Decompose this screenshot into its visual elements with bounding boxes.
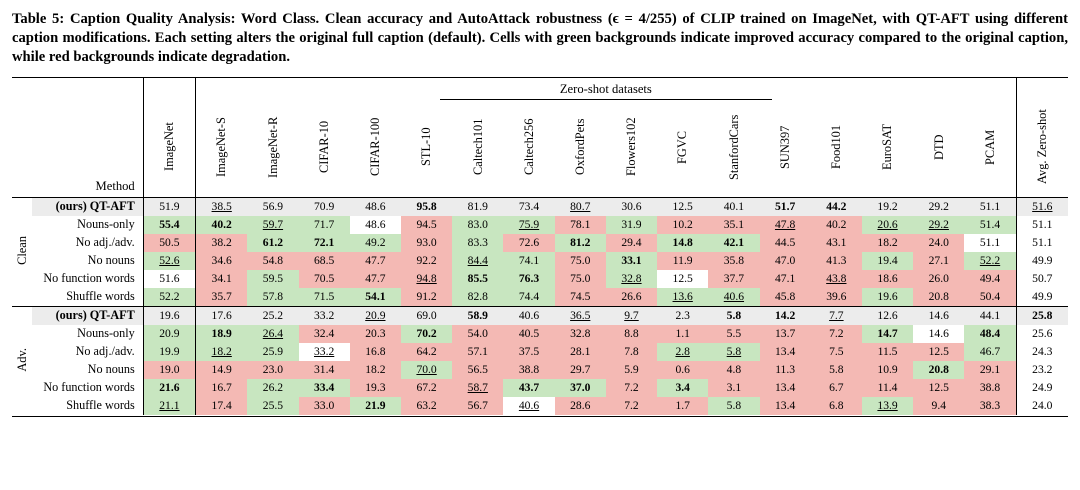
data-cell: 33.2 xyxy=(299,306,350,325)
data-cell: 68.5 xyxy=(299,252,350,270)
col-header-imagenet-s: ImageNet-S xyxy=(196,103,248,198)
data-cell: 49.4 xyxy=(964,270,1016,288)
data-cell: 14.7 xyxy=(862,325,913,343)
data-cell: 40.6 xyxy=(708,288,759,307)
data-cell: 37.5 xyxy=(503,343,554,361)
table-header-row-columns xyxy=(12,103,1068,198)
data-cell: 13.9 xyxy=(862,397,913,415)
data-cell: 7.2 xyxy=(811,325,862,343)
data-cell: 28.6 xyxy=(555,397,606,415)
data-cell: 50.5 xyxy=(143,234,195,252)
group-label-adv-: Adv. xyxy=(12,306,32,415)
data-cell: 49.9 xyxy=(1016,288,1068,307)
data-cell: 6.7 xyxy=(811,379,862,397)
data-cell: 12.5 xyxy=(672,272,693,286)
data-cell: 61.2 xyxy=(247,234,298,252)
data-cell: 11.5 xyxy=(862,343,913,361)
data-cell: 54.0 xyxy=(452,325,503,343)
data-cell: 72.6 xyxy=(503,234,554,252)
data-cell: 76.3 xyxy=(503,270,554,288)
data-cell: 58.7 xyxy=(452,379,503,397)
data-cell: 7.2 xyxy=(606,379,657,397)
table-row xyxy=(12,216,1068,234)
data-cell: 51.1 xyxy=(964,197,1016,216)
data-cell: 23.0 xyxy=(247,361,298,379)
data-cell: 75.0 xyxy=(555,270,606,288)
results-table xyxy=(12,77,1068,417)
data-cell: 32.8 xyxy=(555,325,606,343)
data-cell: 14.6 xyxy=(913,306,964,325)
data-cell: 51.1 xyxy=(979,236,1001,250)
data-cell: 16.8 xyxy=(350,343,401,361)
data-cell: 48.6 xyxy=(350,197,401,216)
data-cell: 52.2 xyxy=(964,252,1016,270)
data-cell: 57.8 xyxy=(247,288,298,307)
data-cell: 7.8 xyxy=(606,343,657,361)
data-cell: 70.9 xyxy=(299,197,350,216)
data-cell: 14.8 xyxy=(657,234,708,252)
data-cell: 48.4 xyxy=(964,325,1016,343)
row-label: No adj./adv. xyxy=(75,344,135,359)
data-cell: 7.2 xyxy=(606,397,657,415)
data-cell: 69.0 xyxy=(401,306,452,325)
data-cell: 44.1 xyxy=(964,306,1016,325)
data-cell: 35.7 xyxy=(196,288,248,307)
data-cell: 20.8 xyxy=(913,361,964,379)
data-cell: 14.9 xyxy=(196,361,248,379)
data-cell: 11.3 xyxy=(760,361,811,379)
data-cell: 51.7 xyxy=(760,197,811,216)
data-cell: 19.4 xyxy=(862,252,913,270)
data-cell: 26.2 xyxy=(247,379,298,397)
col-header-eurosat: EuroSAT xyxy=(880,123,895,170)
data-cell: 72.1 xyxy=(299,234,350,252)
row-label: Nouns-only xyxy=(77,326,135,341)
data-cell: 28.1 xyxy=(555,343,606,361)
col-header-imagenet: ImageNet xyxy=(143,103,195,198)
data-cell: 13.4 xyxy=(760,343,811,361)
data-cell: 40.2 xyxy=(811,216,862,234)
data-cell: 51.4 xyxy=(964,216,1016,234)
method-column-header: Method xyxy=(95,178,135,193)
data-cell: 12.5 xyxy=(913,343,964,361)
data-cell: 5.8 xyxy=(708,397,759,415)
data-cell: 9.4 xyxy=(913,397,964,415)
data-cell: 52.2 xyxy=(143,288,195,307)
table-row xyxy=(12,288,1068,307)
data-cell: 17.4 xyxy=(196,397,248,415)
col-header-pcam: PCAM xyxy=(982,129,997,165)
data-cell: 11.9 xyxy=(657,252,708,270)
row-label: No adj./adv. xyxy=(75,235,135,250)
data-cell: 54.8 xyxy=(247,252,298,270)
data-cell: 29.2 xyxy=(913,216,964,234)
data-cell: 35.8 xyxy=(708,252,759,270)
data-cell: 31.9 xyxy=(606,216,657,234)
data-cell: 33.4 xyxy=(299,379,350,397)
data-cell: 46.7 xyxy=(964,343,1016,361)
data-cell: 74.5 xyxy=(555,288,606,307)
col-header-oxfordpets: OxfordPets xyxy=(573,118,588,176)
data-cell: 2.8 xyxy=(657,343,708,361)
data-cell: 49.9 xyxy=(1016,252,1068,270)
table-row xyxy=(12,234,1068,252)
data-cell: 93.0 xyxy=(401,234,452,252)
data-cell: 14.2 xyxy=(760,306,811,325)
data-cell: 19.3 xyxy=(350,379,401,397)
data-cell: 33.2 xyxy=(314,345,335,359)
data-cell: 75.0 xyxy=(555,252,606,270)
table-caption xyxy=(12,10,1068,67)
data-cell: 35.1 xyxy=(708,216,759,234)
group-label-clean: Clean xyxy=(12,197,32,306)
group-col-header xyxy=(12,103,32,198)
data-cell: 43.7 xyxy=(503,379,554,397)
data-cell: 18.2 xyxy=(350,361,401,379)
data-cell: 51.6 xyxy=(143,270,195,288)
data-cell: 8.8 xyxy=(606,325,657,343)
data-cell: 13.4 xyxy=(760,379,811,397)
data-cell: 40.5 xyxy=(503,325,554,343)
data-cell: 38.3 xyxy=(964,397,1016,415)
data-cell: 25.2 xyxy=(247,306,298,325)
data-cell: 2.3 xyxy=(657,306,708,325)
data-cell: 56.5 xyxy=(452,361,503,379)
caption-body: Clean accuracy and AutoAttack robustness (ϵ = 4/255) of CLIP trained on ImageNet, with QT-AFT using different caption modifications. Each setting alters the original full caption (default). Cells with green backgrounds indicate improved accuracy compared to the original caption, while red backgrounds indicate degradation. xyxy=(12,11,1068,65)
data-cell: 26.4 xyxy=(247,325,298,343)
data-cell: 29.2 xyxy=(913,197,964,216)
data-cell: 18.9 xyxy=(196,325,248,343)
data-cell: 25.9 xyxy=(247,343,298,361)
data-cell: 6.8 xyxy=(811,397,862,415)
data-cell: 59.7 xyxy=(247,216,298,234)
data-cell: 14.6 xyxy=(928,327,949,341)
data-cell: 70.5 xyxy=(299,270,350,288)
data-cell: 70.0 xyxy=(401,361,452,379)
data-cell: 37.0 xyxy=(555,379,606,397)
row-label: (ours) QT-AFT xyxy=(32,197,143,216)
data-cell: 67.2 xyxy=(401,379,452,397)
data-cell: 82.8 xyxy=(452,288,503,307)
data-cell: 83.3 xyxy=(452,234,503,252)
col-header-fgvc: FGVC xyxy=(675,130,690,164)
data-cell: 1.1 xyxy=(657,325,708,343)
data-cell: 29.4 xyxy=(606,234,657,252)
data-cell: 55.4 xyxy=(143,216,195,234)
data-cell: 47.8 xyxy=(760,216,811,234)
data-cell: 5.9 xyxy=(606,361,657,379)
row-label: Shuffle words xyxy=(66,398,135,413)
data-cell: 20.9 xyxy=(143,325,195,343)
col-header-dtd: DTD xyxy=(931,134,946,160)
col-header-stl-10: STL-10 xyxy=(419,127,434,167)
data-cell: 70.2 xyxy=(401,325,452,343)
data-cell: 40.1 xyxy=(708,197,759,216)
data-cell: 43.8 xyxy=(811,270,862,288)
data-cell: 40.6 xyxy=(503,306,554,325)
row-label: No function words xyxy=(43,271,135,286)
row-label: Shuffle words xyxy=(66,289,135,304)
data-cell: 43.1 xyxy=(811,234,862,252)
data-cell: 25.8 xyxy=(1016,306,1068,325)
data-cell: 47.7 xyxy=(350,252,401,270)
data-cell: 19.2 xyxy=(862,197,913,216)
col-header-sun397: SUN397 xyxy=(777,125,792,169)
data-cell: 24.9 xyxy=(1016,379,1068,397)
data-cell: 25.6 xyxy=(1016,325,1068,343)
data-cell: 12.6 xyxy=(862,306,913,325)
data-cell: 26.6 xyxy=(606,288,657,307)
data-cell: 3.4 xyxy=(657,379,708,397)
data-cell: 49.2 xyxy=(350,234,401,252)
data-cell: 38.8 xyxy=(503,361,554,379)
col-header-cifar-10: CIFAR-10 xyxy=(316,120,331,173)
data-cell: 18.2 xyxy=(862,234,913,252)
data-cell: 11.4 xyxy=(862,379,913,397)
data-cell: 71.7 xyxy=(299,216,350,234)
data-cell: 34.6 xyxy=(196,252,248,270)
data-cell: 51.9 xyxy=(143,197,195,216)
data-cell: 17.6 xyxy=(196,306,248,325)
data-cell: 50.7 xyxy=(1016,270,1068,288)
data-cell: 26.0 xyxy=(913,270,964,288)
data-cell: 94.8 xyxy=(401,270,452,288)
data-cell: 24.0 xyxy=(913,234,964,252)
data-cell: 51.6 xyxy=(1016,197,1068,216)
data-cell: 81.2 xyxy=(555,234,606,252)
data-cell: 12.5 xyxy=(657,197,708,216)
data-cell: 27.1 xyxy=(913,252,964,270)
table-header-row-group xyxy=(12,77,1068,103)
data-cell: 20.9 xyxy=(350,306,401,325)
table-row xyxy=(12,270,1068,288)
data-cell: 32.4 xyxy=(299,325,350,343)
data-cell: 7.5 xyxy=(811,343,862,361)
data-cell: 4.8 xyxy=(708,361,759,379)
data-cell: 95.8 xyxy=(401,197,452,216)
data-cell: 13.7 xyxy=(760,325,811,343)
data-cell: 10.9 xyxy=(862,361,913,379)
spacer-avg xyxy=(1016,77,1068,103)
data-cell: 42.1 xyxy=(708,234,759,252)
data-cell: 21.1 xyxy=(143,397,195,415)
data-cell: 19.0 xyxy=(143,361,195,379)
data-cell: 63.2 xyxy=(401,397,452,415)
spacer-imagenet xyxy=(143,77,195,103)
table-row xyxy=(12,252,1068,270)
data-cell: 1.7 xyxy=(657,397,708,415)
table-bottom-rule xyxy=(12,415,1068,417)
data-cell: 5.8 xyxy=(708,306,759,325)
data-cell: 18.2 xyxy=(196,343,248,361)
data-cell: 20.6 xyxy=(862,216,913,234)
col-header-caltech256: Caltech256 xyxy=(521,118,536,176)
col-header-caltech101: Caltech101 xyxy=(470,118,485,176)
data-cell: 50.4 xyxy=(964,288,1016,307)
data-cell: 80.7 xyxy=(555,197,606,216)
row-label: No function words xyxy=(43,380,135,395)
data-cell: 34.1 xyxy=(196,270,248,288)
col-header-avg-zero-shot: Avg. Zero-shot xyxy=(1016,103,1068,198)
data-cell: 24.0 xyxy=(1016,397,1068,415)
data-cell: 51.1 xyxy=(1016,216,1068,234)
data-cell: 74.4 xyxy=(503,288,554,307)
col-header-flowers102: Flowers102 xyxy=(624,117,639,177)
data-cell: 47.0 xyxy=(760,252,811,270)
data-cell: 5.8 xyxy=(811,361,862,379)
data-cell: 25.5 xyxy=(247,397,298,415)
data-cell: 47.1 xyxy=(760,270,811,288)
caption-title: Caption Quality Analysis: Word Class. xyxy=(69,11,320,27)
data-cell: 30.6 xyxy=(606,197,657,216)
data-cell: 33.0 xyxy=(299,397,350,415)
data-cell: 20.8 xyxy=(913,288,964,307)
data-cell: 75.9 xyxy=(503,216,554,234)
data-cell: 38.8 xyxy=(964,379,1016,397)
data-cell: 56.7 xyxy=(452,397,503,415)
data-cell: 37.7 xyxy=(708,270,759,288)
table-row xyxy=(12,306,1068,325)
data-cell: 9.7 xyxy=(606,306,657,325)
table-row xyxy=(12,197,1068,216)
col-header-stanfordcars: StanfordCars xyxy=(726,114,741,180)
row-label: No nouns xyxy=(87,362,135,377)
data-cell: 71.5 xyxy=(299,288,350,307)
row-label: No nouns xyxy=(87,253,135,268)
data-cell: 78.1 xyxy=(555,216,606,234)
data-cell: 21.9 xyxy=(350,397,401,415)
data-cell: 94.5 xyxy=(401,216,452,234)
data-cell: 0.6 xyxy=(657,361,708,379)
data-cell: 12.5 xyxy=(913,379,964,397)
caption-label: Table 5: xyxy=(12,11,65,27)
data-cell: 64.2 xyxy=(401,343,452,361)
data-cell: 24.3 xyxy=(1016,343,1068,361)
data-cell: 52.6 xyxy=(143,252,195,270)
table-row xyxy=(12,343,1068,361)
data-cell: 29.1 xyxy=(964,361,1016,379)
data-cell: 20.3 xyxy=(350,325,401,343)
col-header-cifar-100: CIFAR-100 xyxy=(368,117,383,177)
data-cell: 40.2 xyxy=(196,216,248,234)
data-cell: 18.6 xyxy=(862,270,913,288)
zero-shot-group-header: Zero-shot datasets xyxy=(196,77,1017,103)
data-cell: 45.8 xyxy=(760,288,811,307)
data-cell: 16.7 xyxy=(196,379,248,397)
data-cell: 54.1 xyxy=(350,288,401,307)
data-cell: 84.4 xyxy=(452,252,503,270)
data-cell: 38.5 xyxy=(196,197,248,216)
data-cell: 10.2 xyxy=(657,216,708,234)
data-cell: 13.4 xyxy=(760,397,811,415)
data-cell: 73.4 xyxy=(503,197,554,216)
data-cell: 33.1 xyxy=(606,252,657,270)
data-cell: 44.2 xyxy=(811,197,862,216)
data-cell: 47.7 xyxy=(350,270,401,288)
data-cell: 83.0 xyxy=(452,216,503,234)
col-header-imagenet-r: ImageNet-R xyxy=(265,116,280,178)
data-cell: 39.6 xyxy=(811,288,862,307)
data-cell: 41.3 xyxy=(811,252,862,270)
data-cell: 13.6 xyxy=(657,288,708,307)
spacer-cell xyxy=(12,77,143,103)
col-header-food101: Food101 xyxy=(829,124,844,169)
data-cell: 57.1 xyxy=(452,343,503,361)
data-cell: 7.7 xyxy=(811,306,862,325)
data-cell: 74.1 xyxy=(503,252,554,270)
data-cell: 85.5 xyxy=(452,270,503,288)
row-label: (ours) QT-AFT xyxy=(32,306,143,325)
data-cell: 31.4 xyxy=(299,361,350,379)
data-cell: 91.2 xyxy=(401,288,452,307)
data-cell: 36.5 xyxy=(555,306,606,325)
data-cell: 19.6 xyxy=(862,288,913,307)
data-cell: 59.5 xyxy=(247,270,298,288)
table-row xyxy=(12,397,1068,415)
row-label: Nouns-only xyxy=(77,217,135,232)
data-cell: 19.9 xyxy=(143,343,195,361)
table-row xyxy=(12,325,1068,343)
data-cell: 21.6 xyxy=(143,379,195,397)
data-cell: 32.8 xyxy=(606,270,657,288)
data-cell: 58.9 xyxy=(452,306,503,325)
data-cell: 44.5 xyxy=(760,234,811,252)
data-cell: 5.5 xyxy=(708,325,759,343)
data-cell: 38.2 xyxy=(196,234,248,252)
data-cell: 48.6 xyxy=(365,218,386,232)
data-cell: 19.6 xyxy=(143,306,195,325)
data-cell: 5.8 xyxy=(708,343,759,361)
data-cell: 92.2 xyxy=(401,252,452,270)
data-cell: 56.9 xyxy=(247,197,298,216)
data-cell: 3.1 xyxy=(708,379,759,397)
data-cell: 51.1 xyxy=(1016,234,1068,252)
data-cell: 29.7 xyxy=(555,361,606,379)
table-row xyxy=(12,361,1068,379)
data-cell: 23.2 xyxy=(1016,361,1068,379)
data-cell: 81.9 xyxy=(452,197,503,216)
table-row xyxy=(12,379,1068,397)
data-cell: 40.6 xyxy=(518,399,540,413)
